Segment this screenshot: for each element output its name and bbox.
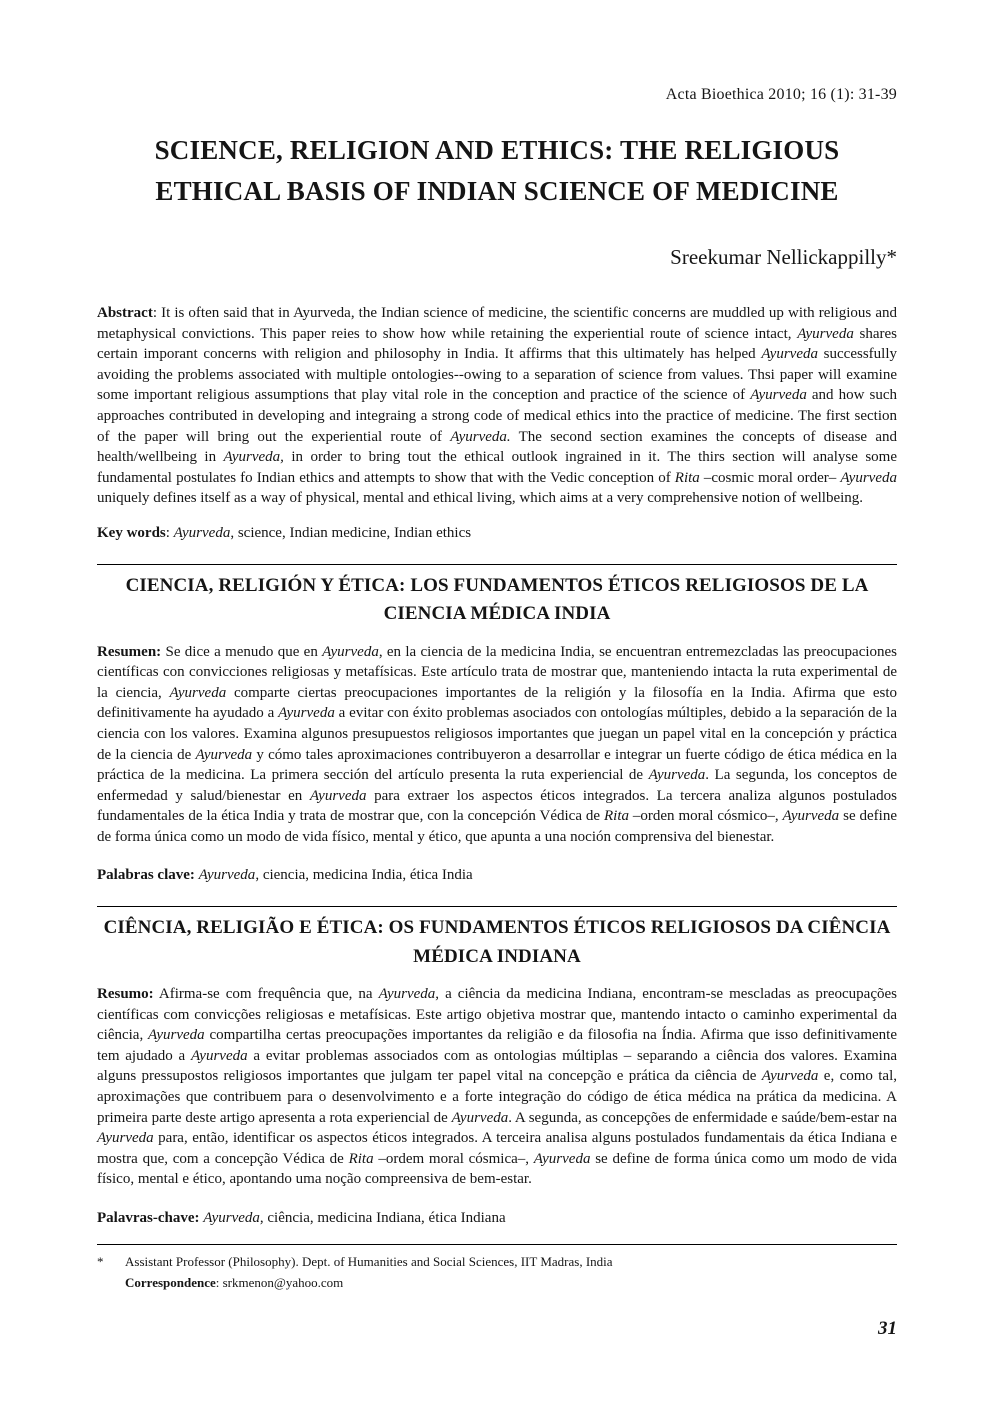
section-divider-rule <box>97 906 897 907</box>
footnote-affiliation: Assistant Professor (Philosophy). Dept. of Humanities and Social Sciences, IIT Madras, India <box>125 1254 613 1269</box>
journal-citation-header: Acta Bioethica 2010; 16 (1): 31-39 <box>665 86 897 103</box>
footnote-block <box>97 1244 897 1294</box>
article-title: SCIENCE, RELIGION AND ETHICS: THE RELIGIOUS ETHICAL BASIS OF INDIAN SCIENCE OF MEDICINE <box>154 135 840 206</box>
footnote-correspondence: Correspondence: srkmenon@yahoo.com <box>125 1275 344 1291</box>
palavras-chave-line: Palavras-chave: Ayurveda, ciência, medicina Indiana, ética Indiana <box>97 1210 506 1226</box>
portuguese-section <box>97 906 897 1229</box>
abstract-paragraph: Abstract: It is often said that in Ayurveda, the Indian science of medicine, the scientific concerns are muddled up with religious and metaphysical convictions. This paper reies to show how while retaining the experiential route of science intact, Ayurveda shares certain imporant concerns with religion and philosophy in India. It affirms that this ultimately has helped Ayurveda successfully avoiding the problems associated with multiple ontologies--owing to a separation of science from values. Thsi paper will examine some important religious assumptions that play vital role in the conception and practice of the science of Ayurveda and how such approaches contributed in developing and integraing a strong code of medical ethics into the practice of medicine. The first section of the paper will bring out the experiential route of Ayurveda. The second section examines the concepts of disease and health/wellbeing in Ayurveda, in order to bring tout the ethical outlook ingrained in it. The thirs section will analyse some fundamental postulates fo Indian ethics and attempts to show that with the Vedic conception of Rita –cosmic moral order– Ayurveda uniquely defines itself as a way of physical, mental and ethical living, which aims at a very comprehensive notion of wellbeing. <box>97 305 897 507</box>
footnote <box>97 1251 897 1294</box>
article-author: Sreekumar Nellickappilly* <box>670 245 897 269</box>
section-divider-rule <box>97 564 897 565</box>
footnote-divider-rule <box>97 1244 897 1245</box>
page-content <box>97 0 897 1229</box>
palabras-clave-line: Palabras clave: Ayurveda, ciencia, medicina India, ética India <box>97 867 473 884</box>
portuguese-section-heading: CIÊNCIA, RELIGIÃO E ÉTICA: OS FUNDAMENTOS ÉTICOS RELIGIOSOS DA CIÊNCIA MÉDICA INDIANA <box>103 917 891 967</box>
resumo-paragraph: Resumo: Afirma-se com frequência que, na Ayurveda, a ciência da medicina Indiana, encontram-se mescladas as preocupações científicas com convicções religiosas e metafísicas. Este artigo objetiva mostrar que, mantendo intacto o caminho experimental da ciência, Ayurveda compartilha certas preocupações importantes da religião e da filosofia na Índia. Afirma que isso definitivamente tem ajudado a Ayurveda a evitar problemas associados com as ontologias múltiplas – separando a ciência dos valores. Examina alguns pressupostos religiosos importantes que julgam ter papel vital na concepção e prática da ciência de Ayurveda e, como tal, aproximações que contribuem para o desenvolvimento e a forte integração do código de ética médica na prática da medicina. A primeira parte deste artigo apresenta a rota experiencial de Ayurveda. A segunda, as concepções de enfermidade e saúde/bem-estar na Ayurveda para, então, identificar os aspectos éticos integrados. A terceira analisa alguns postulados fundamentais da ética Indiana e mostra que, com a concepção Védica de Rita –ordem moral cósmica–, Ayurveda se define de forma única como um modo de vida físico, mental e ético, apontando uma noção compreensiva de bem-estar. <box>97 986 898 1188</box>
footnote-asterisk: * <box>97 1254 104 1269</box>
resumen-paragraph: Resumen: Se dice a menudo que en Ayurveda, en la ciencia de la medicina India, se encuentran entremezcladas las preocupaciones científicas con convicciones religiosas y metafísicas. Este artículo trata de mostrar que, manteniendo intacta la ruta experimental de la ciencia, Ayurveda comparte ciertas preocupaciones importantes de la religión y la filosofía en la India. Afirma que esto definitivamente ha ayudado a Ayurveda a evitar con éxito problemas asociados con ontologías múltiples, debido a la separación de la ciencia con los valores. Examina algunos presupuestos religiosos importantes que juegan un papel vital en la concepción y práctica de la ciencia de Ayurveda y cómo tales aproximaciones contribuyeron a desarrollar e integrar un fuerte código de ética médica en la práctica de la medicina. La primera sección del artículo presenta la ruta experiencial de Ayurveda. La segunda, los conceptos de enfermedad y salud/bienestar en Ayurveda para extraer los aspectos éticos integrados. La tercera analiza algunos postulados fundamentales de la ética India y trata de mostrar que, con la concepción Védica de Rita –orden moral cósmico–, Ayurveda se define de forma única como un modo de vida físico, mental y ético, que apunta a una noción comprensiva del bienestar. <box>97 643 898 845</box>
page-number: 31 <box>878 1318 897 1339</box>
spanish-section <box>97 564 897 887</box>
spanish-section-heading: CIENCIA, RELIGIÓN Y ÉTICA: LOS FUNDAMENTOS ÉTICOS RELIGIOSOS DE LA CIENCIA MÉDICA INDIA <box>125 574 869 625</box>
keywords-line: Key words: Ayurveda, science, Indian medicine, Indian ethics <box>97 524 472 541</box>
footnote-text <box>125 1251 897 1294</box>
